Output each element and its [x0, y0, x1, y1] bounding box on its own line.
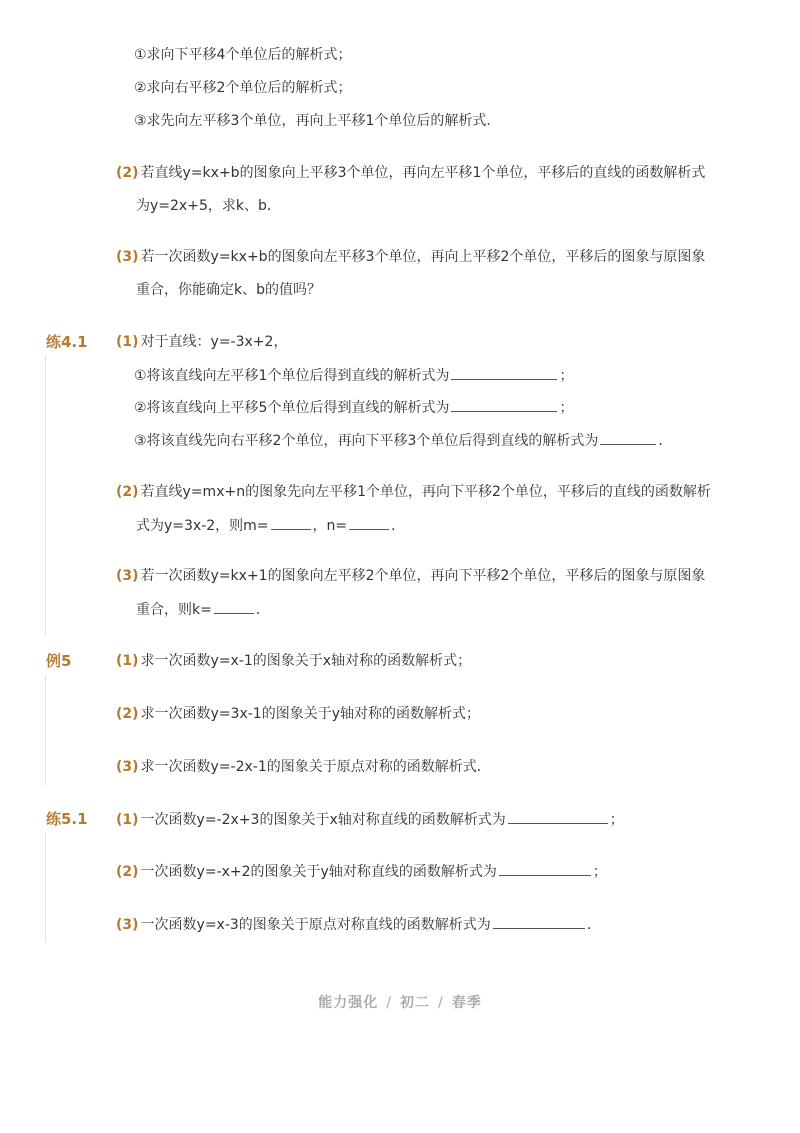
question-3-line2: 重合，你能确定k、b的值吗？ [136, 282, 321, 298]
punct: ． [255, 602, 270, 618]
practice-4-1-q2-line1 [116, 482, 711, 502]
question-text: 若一次函数y=kx+1的图象向左平移2个单位，再向下平移2个单位，平移后的图象与原图象 [140, 568, 706, 584]
footer-separator: / [438, 995, 444, 1011]
question-text: 若直线y=mx+n的图象先向左平移1个单位，再向下平移2个单位，平移后的直线的函数解析 [140, 484, 711, 500]
sub-item-2: ②求向右平移2个单位后的解析式； [134, 80, 352, 96]
practice-4-1-sub3 [134, 430, 672, 451]
question-3-line1 [116, 247, 705, 267]
sub-item-3: ③求先向左平移3个单位，再向上平移1个单位后的解析式． [134, 113, 501, 129]
question-text: 若直线y=kx+b的图象向上平移3个单位，再向左平移1个单位，平移后的直线的函数解析式 [140, 165, 706, 181]
example-5-q1 [116, 651, 471, 671]
question-text: 求一次函数y=3x-1的图象关于y轴对称的函数解析式； [140, 706, 480, 722]
answer-blank-k[interactable] [214, 599, 254, 614]
practice-4-1-sub2 [134, 397, 573, 418]
section-divider [45, 832, 46, 942]
punct: ； [559, 400, 574, 416]
punct: ； [609, 812, 624, 828]
sub-text: ①将该直线向左平移1个单位后得到直线的解析式为 [134, 368, 450, 384]
answer-blank-m[interactable] [271, 515, 311, 530]
question-number: (1) [116, 812, 139, 828]
question-text: 若一次函数y=kx+b的图象向左平移3个单位，再向上平移2个单位，平移后的图象与原图象 [140, 249, 706, 265]
example-5-q3 [116, 757, 491, 777]
punct: ； [592, 864, 607, 880]
question-number: (2) [116, 706, 139, 722]
question-number: (3) [116, 249, 139, 265]
practice-4-1-q3-line2 [136, 599, 270, 620]
answer-blank[interactable] [493, 914, 585, 929]
practice-5-1-tag: 练5.1 [46, 810, 88, 828]
question-text: 一次函数y=-2x+3的图象关于x轴对称直线的函数解析式为 [140, 812, 506, 828]
punct: ． [391, 518, 406, 534]
question-number: (2) [116, 864, 139, 880]
question-number: (3) [116, 568, 139, 584]
answer-blank[interactable] [499, 861, 591, 876]
practice-4-1-q1 [116, 332, 287, 352]
question-number: (3) [116, 917, 139, 933]
question-number: (1) [116, 653, 139, 669]
question-text: 对于直线：y=-3x+2， [140, 334, 288, 350]
practice-4-1-sub1 [134, 365, 573, 386]
sub-item-1: ①求向下平移4个单位后的解析式； [134, 47, 352, 63]
question-number: (2) [116, 165, 139, 181]
practice-5-1-q1 [116, 809, 624, 830]
example-5-q2 [116, 704, 480, 724]
punct: ． [586, 917, 601, 933]
footer-separator: / [386, 995, 392, 1011]
answer-blank-n[interactable] [349, 515, 389, 530]
text: 式为y=3x-2，则m= [136, 518, 269, 534]
question-number: (1) [116, 334, 139, 350]
question-text: 一次函数y=-x+2的图象关于y轴对称直线的函数解析式为 [140, 864, 497, 880]
question-text: 求一次函数y=x-1的图象关于x轴对称的函数解析式； [140, 653, 472, 669]
punct: ； [559, 368, 574, 384]
question-number: (2) [116, 484, 139, 500]
practice-5-1-q2 [116, 861, 607, 882]
practice-4-1-q2-line2 [136, 515, 405, 536]
text: 重合，则k= [136, 602, 212, 618]
footer-part2: 初二 [400, 995, 430, 1011]
sub-text: ③将该直线先向右平移2个单位，再向下平移3个单位后得到直线的解析式为 [134, 433, 599, 449]
practice-4-1-tag: 练4.1 [46, 333, 88, 351]
question-text: 一次函数y=x-3的图象关于原点对称直线的函数解析式为 [140, 917, 491, 933]
question-number: (3) [116, 759, 139, 775]
text: ，n= [312, 518, 348, 534]
practice-4-1-q3-line1 [116, 566, 705, 586]
question-2-line1 [116, 163, 705, 183]
question-2-line2: 为y=2x+5，求k、b． [136, 198, 281, 214]
answer-blank[interactable] [600, 430, 656, 445]
answer-blank[interactable] [451, 365, 557, 380]
answer-blank[interactable] [508, 809, 608, 824]
question-text: 求一次函数y=-2x-1的图象关于原点对称的函数解析式． [140, 759, 491, 775]
footer-part1: 能力强化 [318, 995, 379, 1011]
practice-5-1-q3 [116, 914, 601, 935]
footer-part3: 春季 [451, 995, 482, 1011]
page-footer [0, 992, 800, 1012]
sub-text: ②将该直线向上平移5个单位后得到直线的解析式为 [134, 400, 450, 416]
punct: ． [658, 433, 673, 449]
answer-blank[interactable] [451, 397, 557, 412]
section-divider [45, 355, 46, 635]
example-5-tag: 例5 [46, 652, 72, 670]
section-divider [45, 675, 46, 785]
